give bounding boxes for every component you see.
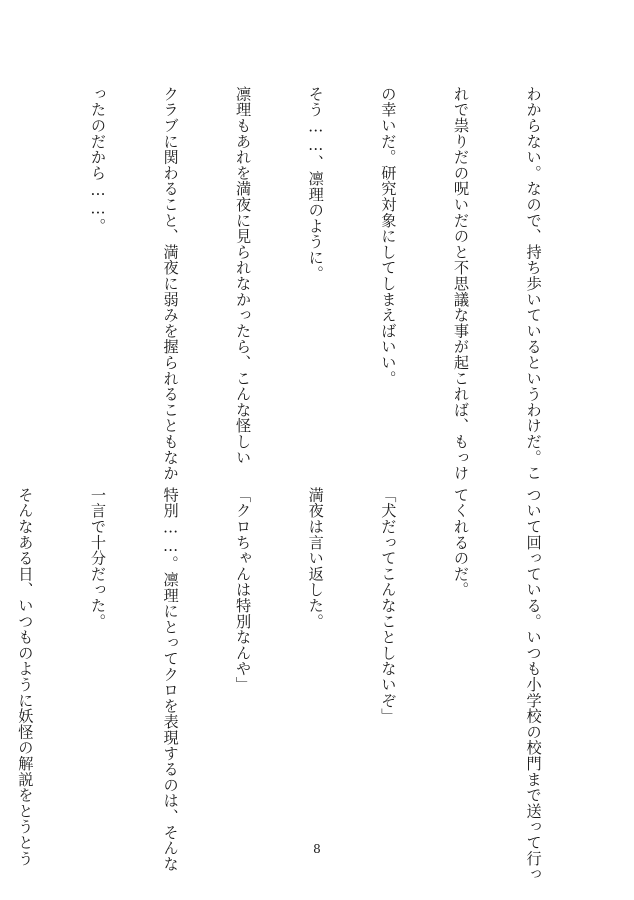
text-line: そんなある日、いつものように妖怪の解説をとうとう — [16, 487, 35, 867]
text-line: ったのだから……。 — [88, 86, 107, 234]
text-line: の幸いだ。研究対象にしてしまえばいい。 — [379, 86, 398, 387]
upper-text-block — [88, 86, 594, 481]
dialogue-line: 「クロちゃんは特別なんや」 — [234, 487, 253, 693]
text-line: 凛理もあれを満夜に見られなかったら、こんな怪しい — [234, 86, 253, 466]
text-line: わからない。なので、持ち歩いているというわけだ。こ — [524, 86, 543, 481]
text-line: そう……、凛理のように。 — [306, 86, 325, 282]
text-line: ついて回っている。いつも小学校の校門まで送って行っ — [524, 487, 543, 882]
page-number: 8 — [313, 842, 321, 856]
text-line: れで祟りだの呪いだのと不思議な事が起これば、もっけ — [451, 86, 470, 481]
dialogue-line: 「犬だってこんなことしないぞ」 — [379, 487, 398, 724]
text-line: 一言で十分だった。 — [88, 487, 107, 630]
lower-text-block — [16, 487, 594, 882]
text-line: てくれるのだ。 — [451, 487, 470, 598]
text-line: クラブに関わること、満夜に弱みを握られることもなか — [161, 86, 180, 481]
text-line: 特別……。凛理にとってクロを表現するのは、そんな — [161, 487, 180, 872]
text-line: 満夜は言い返した。 — [306, 487, 325, 630]
